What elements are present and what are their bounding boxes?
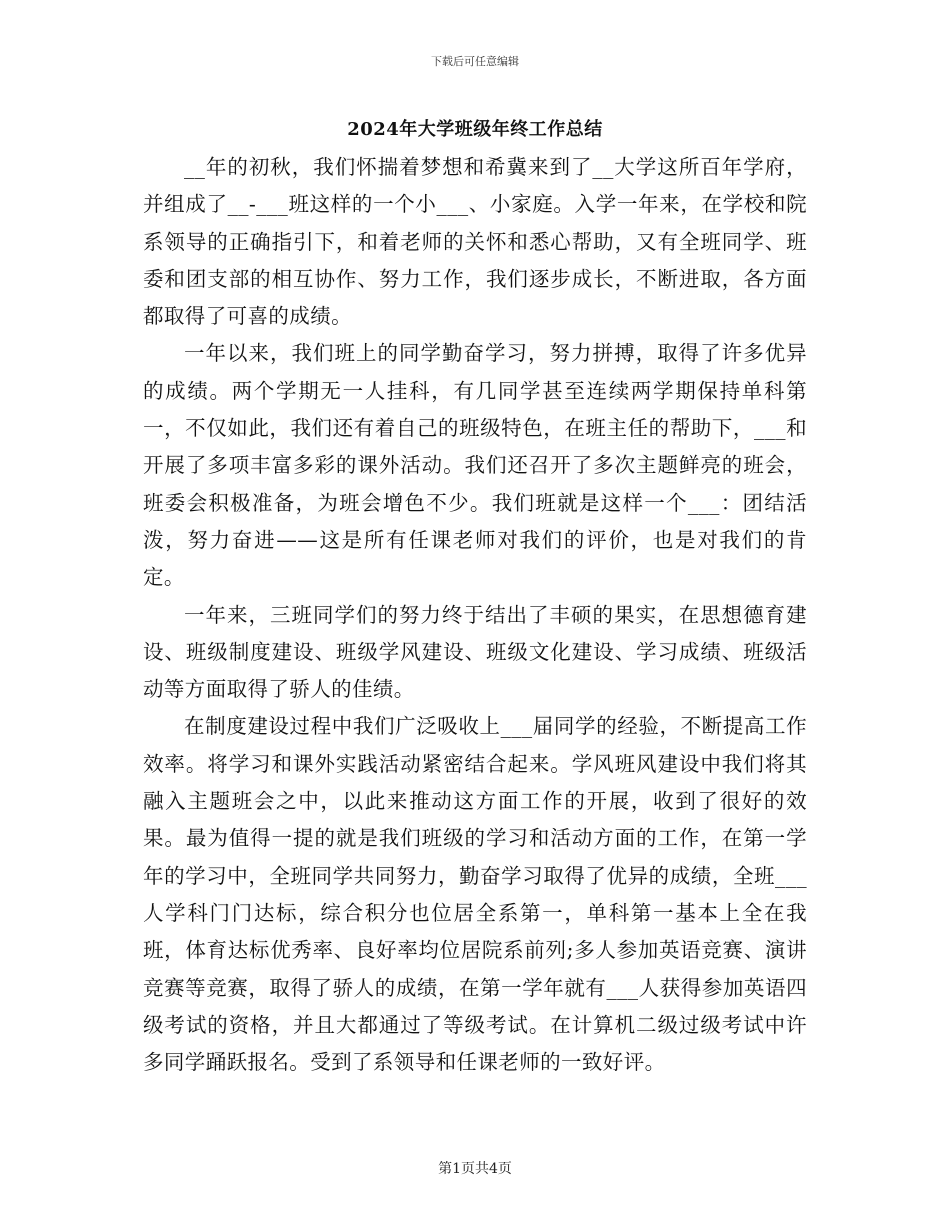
- page-header-note: 下载后可任意编辑: [431, 55, 519, 68]
- document-body: [143, 149, 807, 1081]
- document-title: 2024年大学班级年终工作总结: [347, 119, 603, 140]
- paragraph-2: 一年以来，我们班上的同学勤奋学习，努力拼搏，取得了许多优异的成绩。两个学期无一人挂科，有几同学甚至连续两学期保持单科第一，不仅如此，我们还有着自己的班级特色，在班主任的帮助下，___和开展了多项丰富多彩的课外活动。我们还召开了多次主题鲜亮的班会，班委会积极准备，为班会增色不少。我们班就是这样一个___：团结活泼，努力奋进——这是所有任课老师对我们的评价，也是对我们的肯定。: [143, 341, 807, 590]
- page-number-footer: 第1页共4页: [438, 1161, 512, 1177]
- paragraph-3: 一年来，三班同学们的努力终于结出了丰硕的果实，在思想德育建设、班级制度建设、班级学风建设、班级文化建设、学习成绩、班级活动等方面取得了骄人的佳绩。: [143, 602, 807, 702]
- paragraph-1: __年的初秋，我们怀揣着梦想和希冀来到了__大学这所百年学府，并组成了__-___班这样的一个小___、小家庭。入学一年来，在学校和院系领导的正确指引下，和着老师的关怀和悉心帮助，又有全班同学、班委和团支部的相互协作、努力工作，我们逐步成长，不断进取，各方面都取得了可喜的成绩。: [143, 155, 807, 329]
- paragraph-4: 在制度建设过程中我们广泛吸收上___届同学的经验，不断提高工作效率。将学习和课外实践活动紧密结合起来。学风班风建设中我们将其融入主题班会之中，以此来推动这方面工作的开展，收到了很好的效果。最为值得一提的就是我们班级的学习和活动方面的工作，在第一学年的学习中，全班同学共同努力，勤奋学习取得了优异的成绩，全班___人学科门门达标，综合积分也位居全系第一，单科第一基本上全在我班，体育达标优秀率、良好率均位居院系前列;多人参加英语竞赛、演讲竞赛等竞赛，取得了骄人的成绩，在第一学年就有___人获得参加英语四级考试的资格，并且大都通过了等级考试。在计算机二级过级考试中许多同学踊跃报名。受到了系领导和任课老师的一致好评。: [143, 714, 807, 1075]
